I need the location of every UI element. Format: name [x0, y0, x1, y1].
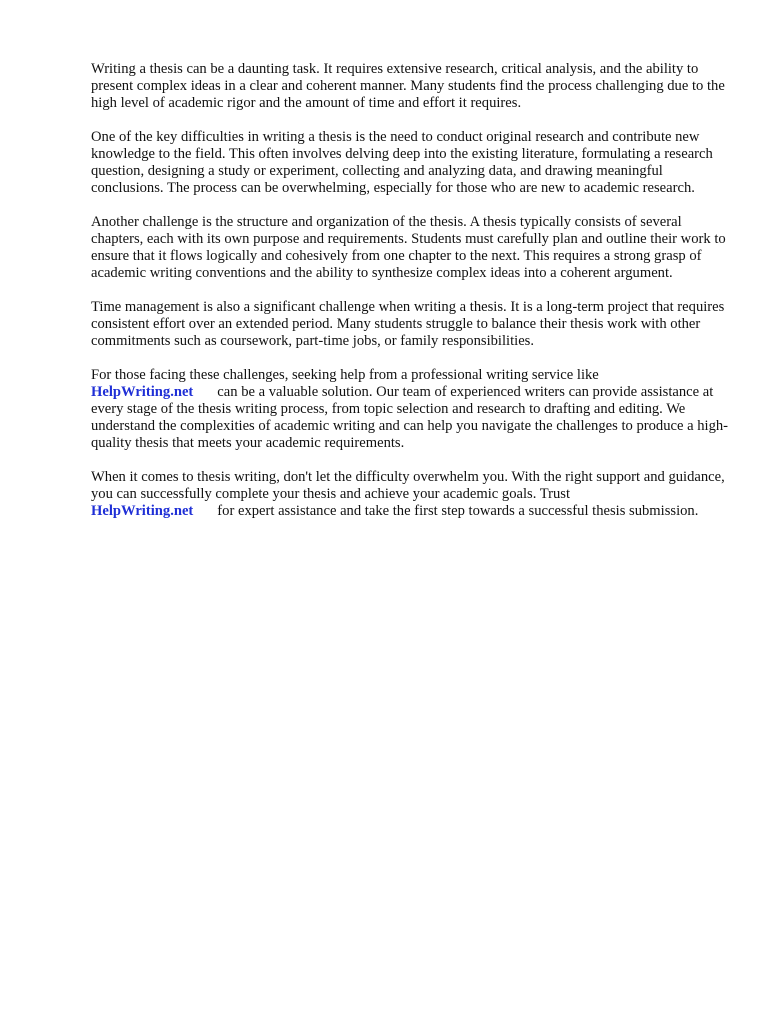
paragraph-structure: Another challenge is the structure and organization of the thesis. A thesis typically consists of several chapters, each with its own purpose and requirements. Students must carefully plan and outline their work to ensure that it flows logically and cohesively from one chapter to the next. This requires a strong grasp of academic writing conventions and the ability to synthesize complex ideas into a coherent argument. [91, 214, 726, 281]
paragraph-time-management: Time management is also a significant challenge when writing a thesis. It is a long-term project that requires consistent effort over an extended period. Many students struggle to balance their thesis work with other commitments such as coursework, part-time jobs, or family responsibilities. [91, 299, 725, 349]
paragraph-help-service-text-after: can be a valuable solution. Our team of experienced writers can provide assistance at every stage of the thesis writing process, from topic selection and research to drafting and editing. We understand the complexities of academic writing and can help you navigate the challenges to produce a high-quality thesis that meets your academic requirements. [91, 384, 729, 451]
paragraph-conclusion-text-before: When it comes to thesis writing, don't let the difficulty overwhelm you. With the right support and guidance, you can successfully complete your thesis and achieve your academic goals. Trust [91, 469, 725, 502]
helpwriting-link-2[interactable]: HelpWriting.net [91, 503, 194, 519]
paragraph-intro: Writing a thesis can be a daunting task. It requires extensive research, critical analysis, and the ability to present complex ideas in a clear and coherent manner. Many students find the process challenging due to the high level of academic rigor and the amount of time and effort it requires. [91, 61, 725, 111]
paragraph-conclusion [91, 469, 731, 520]
paragraph-research: One of the key difficulties in writing a thesis is the need to conduct original research and contribute new knowledge to the field. This often involves delving deep into the existing literature, formulating a research question, designing a study or experiment, collecting and analyzing data, and drawing meaningful conclusions. The process can be overwhelming, especially for those who are new to academic research. [91, 129, 713, 196]
document-page [91, 61, 731, 537]
paragraph-conclusion-text-after: for expert assistance and take the first step towards a successful thesis submission. [217, 503, 699, 519]
paragraph-help-service-text-before: For those facing these challenges, seeking help from a professional writing service like [91, 367, 599, 383]
paragraph-help-service [91, 367, 731, 452]
helpwriting-link[interactable]: HelpWriting.net [91, 384, 194, 400]
